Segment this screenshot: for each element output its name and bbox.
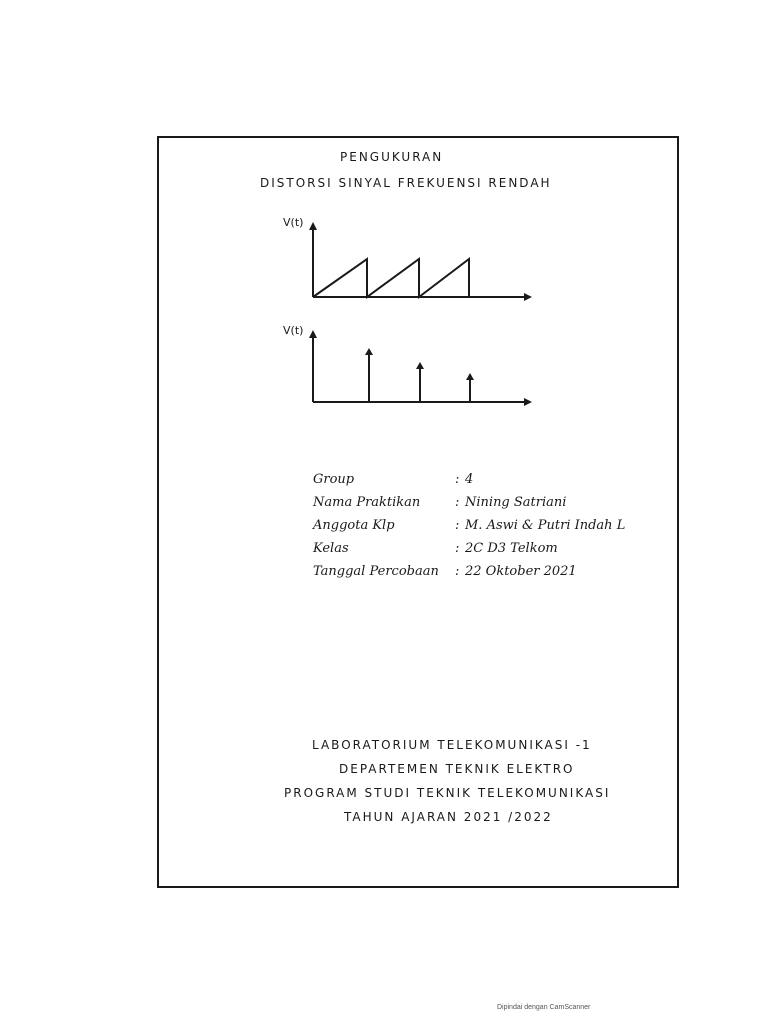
info-value: M. Aswi & Putri Indah L (465, 518, 626, 533)
info-colon: : (455, 495, 460, 510)
sawtooth-graph (300, 222, 540, 307)
footer-department: DEPARTEMEN TEKNIK ELEKTRO (339, 762, 575, 776)
graph1-y-axis-label: V(t) (283, 216, 304, 229)
page-title: PENGUKURAN (340, 150, 444, 164)
info-colon: : (455, 564, 460, 579)
spectral-line-2-arrow (416, 362, 424, 369)
graph2-x-arrow (524, 398, 532, 406)
graph2-y-axis-label: V(t) (283, 324, 304, 337)
info-value: Nining Satriani (465, 495, 567, 510)
spectrum-graph (300, 328, 540, 408)
info-value: 22 Oktober 2021 (465, 564, 577, 579)
info-colon: : (455, 518, 460, 533)
footer-program: PROGRAM STUDI TEKNIK TELEKOMUNIKASI (284, 786, 611, 800)
info-colon: : (455, 541, 460, 556)
spectral-line-3-arrow (466, 373, 474, 380)
footer-academic-year: TAHUN AJARAN 2021 /2022 (344, 810, 553, 824)
page-subtitle: DISTORSI SINYAL FREKUENSI RENDAH (260, 176, 552, 190)
info-key: Nama Praktikan (313, 495, 421, 510)
graph1-y-arrow (309, 222, 317, 230)
info-value: 2C D3 Telkom (465, 541, 558, 556)
info-value: 4 (465, 472, 474, 487)
info-key: Kelas (313, 541, 349, 556)
spectral-line-1-arrow (365, 348, 373, 355)
scanner-watermark: Dipindai dengan CamScanner (497, 1004, 591, 1011)
info-key: Tanggal Percobaan (313, 564, 439, 579)
footer-lab: LABORATORIUM TELEKOMUNIKASI -1 (312, 738, 592, 752)
info-key: Anggota Klp (313, 518, 395, 533)
graph2-y-arrow (309, 330, 317, 338)
info-key: Group (313, 472, 355, 487)
info-colon: : (455, 472, 460, 487)
graph1-x-arrow (524, 293, 532, 301)
sawtooth-wave (313, 259, 469, 297)
